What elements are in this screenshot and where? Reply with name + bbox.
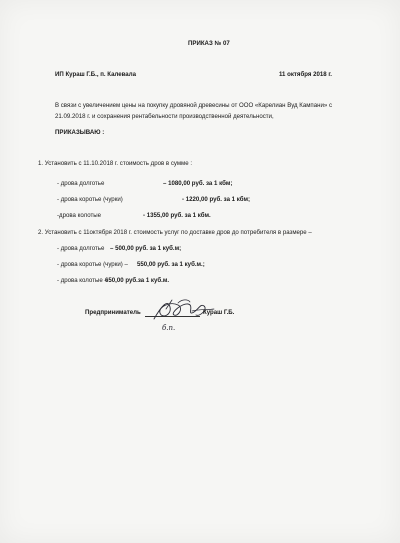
signatory-name: Кураш Г.Б. bbox=[203, 309, 235, 316]
item1-row-name: - дрова коротье (чурки) bbox=[57, 196, 123, 203]
item1-row-name: -дрова колотые bbox=[57, 212, 102, 219]
item1-heading: 1. Установить с 11.10.2018 г. стоимость дров в сумме : bbox=[38, 160, 193, 167]
intro-line-1: В связи с увеличением цены на покупку дровяной древесины от ООО «Карелиан Вуд Кампани» с bbox=[55, 102, 333, 109]
signatory-title: Предприниматель bbox=[85, 309, 141, 316]
order-date: 11 октября 2018 г. bbox=[279, 71, 332, 78]
item2-row-price: – 500,00 руб. за 1 куб.м; bbox=[110, 245, 182, 252]
item1-row-price: - 1355,00 руб. за 1 кбм. bbox=[143, 212, 211, 219]
item1-row-name: - дрова долготье bbox=[57, 180, 105, 187]
handwritten-note: б.п. bbox=[162, 324, 176, 332]
order-title: ПРИКАЗ № 07 bbox=[188, 40, 230, 47]
item2-row-price: 650,00 руб.за 1 куб.м. bbox=[105, 277, 170, 284]
item1-row-price: - 1220,00 руб. за 1 кбм; bbox=[182, 196, 251, 203]
item2-heading: 2. Установить с 11октября 2018 г. стоимость услуг по доставке дров до потребителя в размере – bbox=[38, 229, 312, 236]
item2-row-price: 550,00 руб. за 1 куб.м.; bbox=[137, 261, 205, 268]
item2-row-name: - дрова долготье bbox=[57, 245, 105, 252]
organization-line: ИП Кураш Г.Б., п. Калевала bbox=[55, 71, 136, 78]
intro-line-2: 21.09.2018 г. и сохранения рентабельности производственной деятельности, bbox=[55, 113, 274, 120]
item2-row-name: - дрова коротье (чурки) – bbox=[57, 261, 128, 268]
order-word: ПРИКАЗЫВАЮ : bbox=[55, 129, 105, 136]
item2-row-name: - дрова колотые – bbox=[57, 277, 108, 284]
item1-row-price: – 1080,00 руб. за 1 кбм; bbox=[163, 180, 233, 187]
